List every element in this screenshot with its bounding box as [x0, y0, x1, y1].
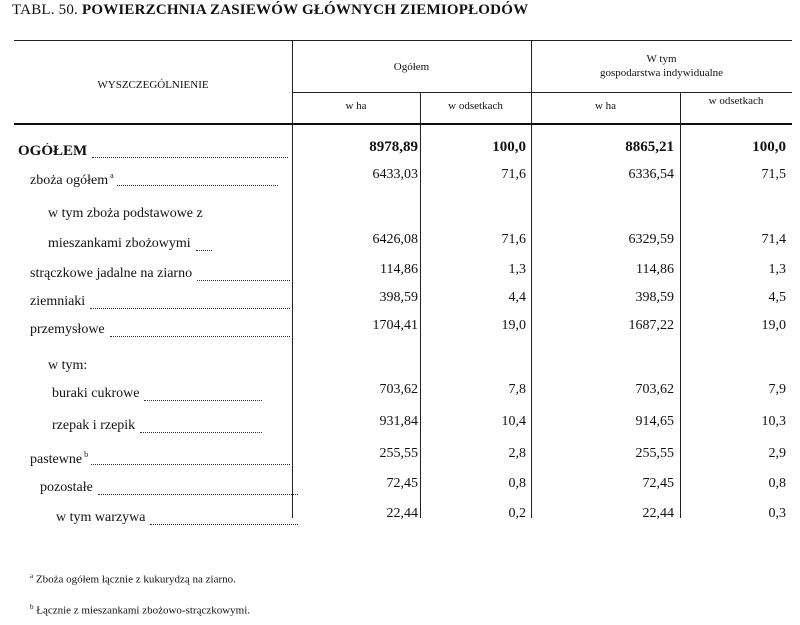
cell-pct-ind: 10,3 — [761, 414, 786, 429]
cell-ha-total: 114,86 — [380, 262, 418, 277]
footnote-b: $^b$ Łącznie z mieszankami zbożowo-strączkowymi. — [30, 603, 251, 617]
cell-pct-ind: 7,9 — [768, 382, 786, 397]
cell-pct-ind: 100,0 — [752, 139, 786, 155]
row-label: OGÓŁEM — [18, 143, 88, 159]
cell-ha-ind: 914,65 — [635, 414, 674, 429]
cell-pct-ind: 19,0 — [761, 318, 786, 333]
cell-ha-ind: 398,59 — [635, 290, 674, 305]
cell-pct-total: 1,3 — [508, 262, 526, 277]
dot-leader — [117, 185, 278, 186]
row-label: ziemniaki — [30, 294, 86, 309]
cell-pct-ind: 2,9 — [768, 446, 786, 461]
row-label: rzepak i rzepik — [52, 418, 136, 433]
cell-ha-total: 6426,08 — [372, 232, 418, 247]
table-name: POWIERZCHNIA ZASIEWÓW GŁÓWNYCH ZIEMIOPŁODÓW — [81, 2, 529, 18]
table-title — [12, 2, 528, 19]
cell-ha-total: 703,62 — [379, 382, 418, 397]
dot-leader — [98, 494, 298, 495]
cell-ha-ind: 8865,21 — [625, 139, 674, 155]
cell-ha-total: 72,45 — [386, 476, 418, 491]
subheader-pct-individual: w odsetkach — [708, 95, 764, 107]
cell-pct-ind: 0,8 — [768, 476, 786, 491]
dot-leader — [90, 308, 290, 309]
cell-pct-total: 71,6 — [501, 232, 526, 247]
row-label: zboża ogółem $^a$ — [30, 171, 114, 188]
cell-ha-total: 8978,89 — [369, 139, 418, 155]
row-label: przemysłowe — [30, 322, 105, 337]
cell-ha-ind: 703,62 — [635, 382, 674, 397]
dot-leader — [197, 280, 290, 281]
cell-ha-ind: 255,55 — [635, 446, 674, 461]
cell-ha-total: 6433,03 — [372, 167, 418, 182]
cell-pct-ind: 1,3 — [768, 262, 786, 277]
header-bottom-rule — [14, 123, 792, 125]
cell-ha-ind: 22,44 — [642, 506, 674, 521]
header-stub: WYSZCZEGÓLNIENIE — [97, 79, 209, 91]
row-label: w tym zboża podstawowe z — [48, 206, 203, 221]
footnote-mark: a — [110, 171, 114, 180]
cell-ha-total: 1704,41 — [372, 318, 418, 333]
table-number: TABL. 50. — [12, 2, 79, 18]
cell-pct-total: 71,6 — [501, 167, 526, 182]
cell-ha-total: 22,44 — [386, 506, 418, 521]
cell-ha-total: 255,55 — [379, 446, 418, 461]
cell-pct-total: 100,0 — [492, 139, 526, 155]
row-label: pastewne $^b$ — [30, 450, 89, 467]
footnote-mark: b — [84, 450, 89, 459]
dot-leader — [91, 464, 290, 465]
subheader-pct-total: w odsetkach — [448, 100, 503, 112]
cell-pct-total: 2,8 — [508, 446, 526, 461]
table-top-rule — [14, 40, 792, 41]
footnote-a: $^a$ Zboża ogółem łącznie z kukurydzą na ziarno. — [30, 572, 236, 586]
cell-ha-total: 931,84 — [379, 414, 418, 429]
header-group-total: Ogółem — [393, 61, 430, 73]
dot-leader — [150, 524, 298, 525]
dot-leader — [92, 157, 288, 158]
cell-ha-ind: 6336,54 — [628, 167, 674, 182]
cell-pct-total: 0,2 — [508, 506, 526, 521]
row-label: mieszankami zbożowymi — [48, 236, 191, 251]
header-group-individual-1: W tym — [646, 53, 677, 65]
row-label: buraki cukrowe — [52, 386, 140, 401]
cell-pct-total: 0,8 — [508, 476, 526, 491]
cell-pct-ind: 4,5 — [768, 290, 786, 305]
cell-pct-total: 4,4 — [508, 290, 526, 305]
dot-leader — [196, 250, 212, 251]
cell-ha-ind: 114,86 — [636, 262, 674, 277]
cell-pct-total: 10,4 — [501, 414, 526, 429]
header-group-individual-2: gospodarstwa indywidualne — [599, 67, 724, 79]
cell-pct-total: 19,0 — [501, 318, 526, 333]
header-sub-rule — [292, 92, 792, 93]
col-divider-1 — [420, 92, 421, 518]
row-label: w tym: — [48, 358, 88, 373]
cell-pct-ind: 71,4 — [761, 232, 786, 247]
subheader-ha-individual: w ha — [594, 100, 617, 112]
cell-ha-ind: 6329,59 — [628, 232, 674, 247]
dot-leader — [110, 336, 290, 337]
cell-ha-total: 398,59 — [379, 290, 418, 305]
row-label: w tym warzywa — [56, 510, 146, 525]
row-label: strączkowe jadalne na ziarno — [30, 266, 193, 281]
col-divider-3 — [680, 92, 681, 518]
dot-leader — [140, 432, 262, 433]
cell-pct-total: 7,8 — [508, 382, 526, 397]
row-label: pozostałe — [40, 480, 93, 495]
dot-leader — [144, 400, 262, 401]
cell-pct-ind: 0,3 — [768, 506, 786, 521]
cell-ha-ind: 1687,22 — [628, 318, 674, 333]
subheader-ha-total: w ha — [345, 100, 367, 112]
cell-ha-ind: 72,45 — [642, 476, 674, 491]
cell-pct-ind: 71,5 — [761, 167, 786, 182]
